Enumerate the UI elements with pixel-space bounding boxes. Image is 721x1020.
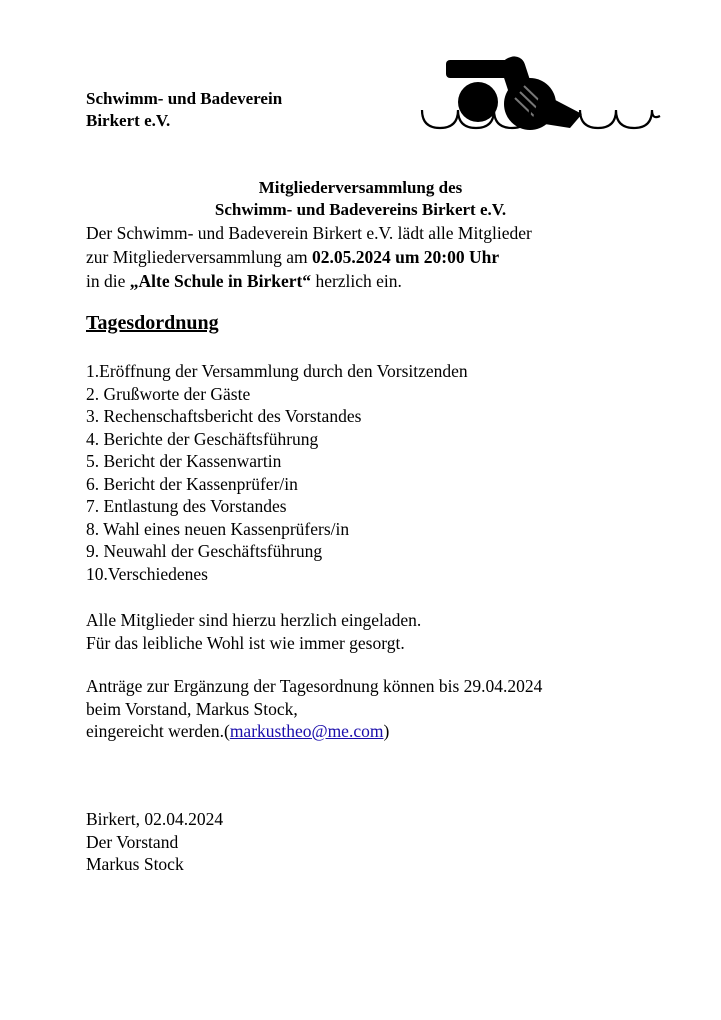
motions-paragraph — [86, 675, 542, 743]
org-line-2: Birkert e.V. — [86, 111, 171, 130]
document-title — [0, 177, 721, 221]
invitation-line-2: Für das leibliche Wohl ist wie immer gesorgt. — [86, 632, 405, 653]
swimmer-logo-icon — [420, 52, 665, 139]
org-line-1: Schwimm- und Badeverein — [86, 89, 283, 108]
motions-line-3-prefix: eingereicht werden.( — [86, 721, 230, 741]
title-line-2: Schwimm- und Badevereins Birkert e.V. — [214, 200, 507, 219]
title-line-1: Mitgliederversammlung des — [258, 178, 463, 197]
agenda-item: 1.Eröffnung der Versammlung durch den Vorsitzenden — [86, 361, 468, 381]
agenda-heading: Tagesdordnung — [86, 312, 219, 334]
agenda-item: 4. Berichte der Geschäftsführung — [86, 428, 319, 449]
place-date: Birkert, 02.04.2024 — [86, 809, 224, 829]
agenda-item: 10.Verschiedenes — [86, 563, 208, 584]
motions-line-2: beim Vorstand, Markus Stock, — [86, 698, 298, 719]
intro-line-1: Der Schwimm- und Badeverein Birkert e.V. lädt alle Mitglieder — [86, 223, 532, 243]
intro-line-3 — [86, 269, 532, 293]
agenda-item: 8. Wahl eines neuen Kassenprüfers/in — [86, 518, 350, 539]
invitation-line-1: Alle Mitglieder sind hierzu herzlich eingeladen. — [86, 610, 422, 630]
intro-line-3-prefix: in die — [86, 271, 130, 291]
agenda-item: 6. Bericht der Kassenprüfer/in — [86, 473, 298, 494]
intro-line-3-suffix: herzlich ein. — [311, 271, 402, 291]
organization-name — [86, 88, 282, 132]
meeting-place: „Alte Schule in Birkert“ — [129, 271, 312, 291]
agenda-item: 2. Grußworte der Gäste — [86, 383, 251, 404]
agenda-list — [86, 360, 468, 585]
signature-block — [86, 808, 223, 876]
motions-line-3-suffix: ) — [383, 721, 390, 741]
invitation-paragraph — [86, 609, 421, 654]
intro-line-2 — [86, 245, 532, 269]
agenda-item: 5. Bericht der Kassenwartin — [86, 451, 282, 471]
signer-role: Der Vorstand — [86, 831, 179, 852]
motions-line-1: Anträge zur Ergänzung der Tagesordnung können bis 29.04.2024 — [86, 676, 543, 696]
meeting-date: 02.05.2024 um 20:00 Uhr — [311, 247, 500, 267]
agenda-item: 3. Rechenschaftsbericht des Vorstandes — [86, 406, 362, 426]
motions-line-3 — [86, 720, 542, 743]
agenda-item: 7. Entlastung des Vorstandes — [86, 496, 287, 516]
signer-name: Markus Stock — [86, 854, 184, 874]
email-link[interactable]: markustheo@me.com — [229, 721, 384, 741]
intro-paragraph — [86, 221, 532, 293]
agenda-item: 9. Neuwahl der Geschäftsführung — [86, 541, 323, 561]
intro-line-2-prefix: zur Mitgliederversammlung am — [86, 247, 312, 267]
